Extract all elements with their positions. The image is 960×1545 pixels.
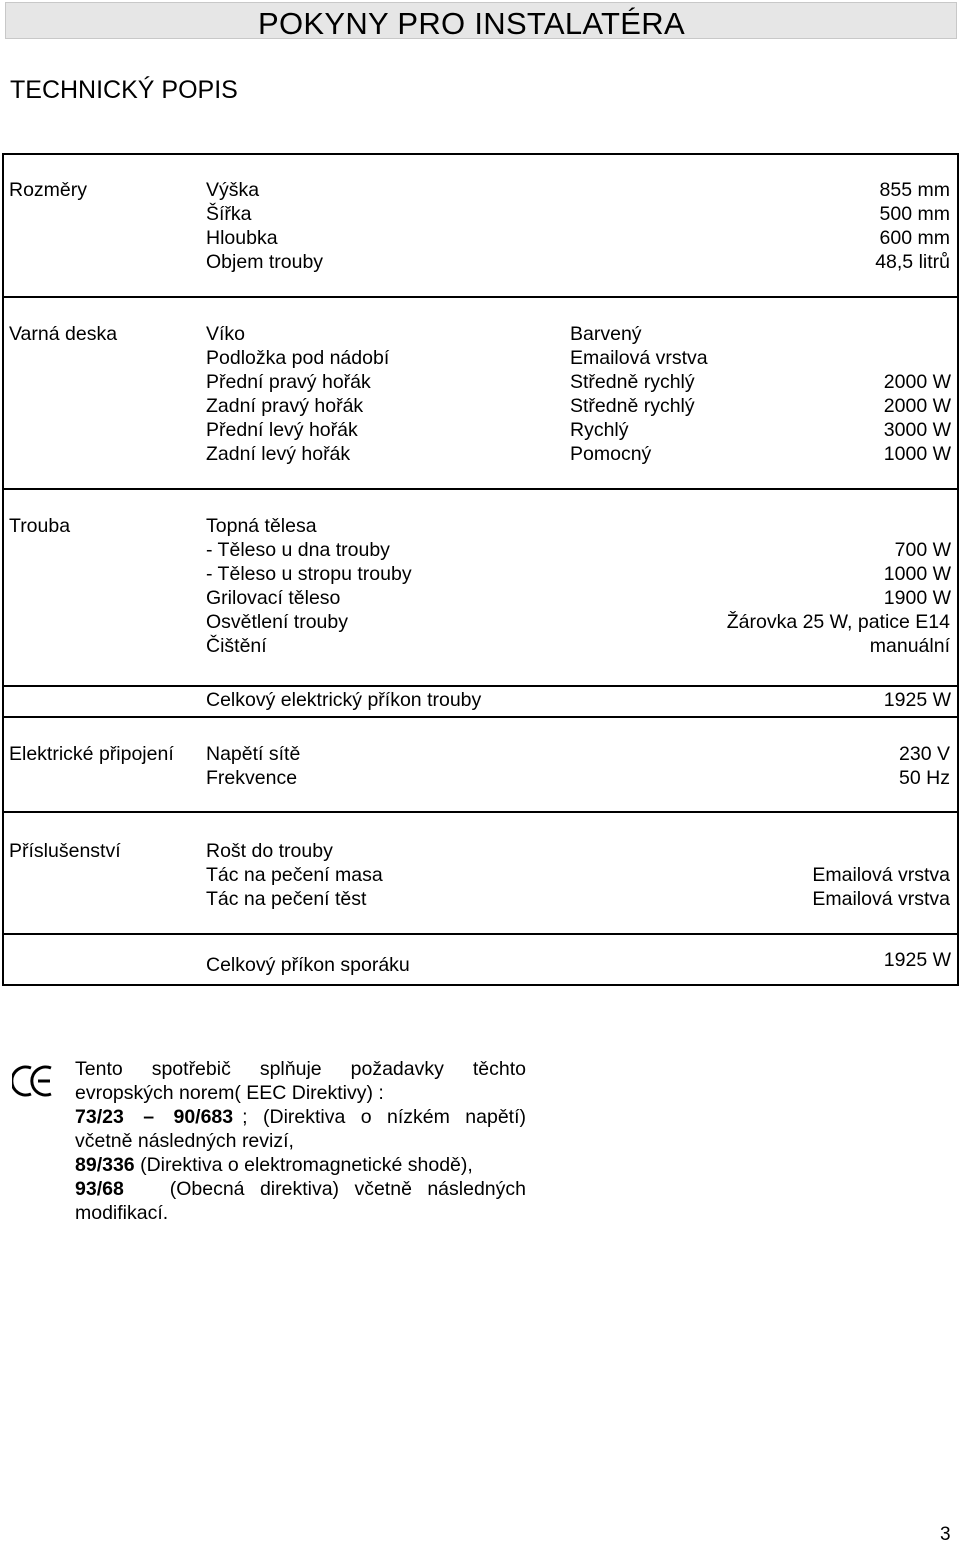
trouba-item: Osvětlení trouby bbox=[206, 611, 348, 633]
rozmery-item: Šířka bbox=[206, 203, 252, 225]
prislusenstvi-item: Tác na pečení masa bbox=[206, 864, 383, 886]
elektricke-item: Napětí sítě bbox=[206, 743, 301, 765]
trouba-total-label: Celkový elektrický příkon trouby bbox=[206, 689, 482, 711]
prislusenstvi-item: Rošt do trouby bbox=[206, 840, 333, 862]
cert-line bbox=[75, 1105, 526, 1129]
trouba-value: 700 W bbox=[894, 539, 951, 561]
prislusenstvi-item: Tác na pečení těst bbox=[206, 888, 367, 910]
cert-line: včetně následných revizí, bbox=[75, 1130, 294, 1152]
varna-value: 3000 W bbox=[883, 419, 951, 441]
cert-line: Tento spotřebič splňuje požadavky těchto bbox=[75, 1058, 526, 1080]
trouba-item: - Těleso u stropu trouby bbox=[206, 563, 412, 585]
directive-number: 89/336 bbox=[75, 1154, 135, 1176]
rozmery-item: Výška bbox=[206, 179, 260, 201]
trouba-label: Trouba bbox=[9, 515, 71, 537]
total-value: 1925 W bbox=[883, 949, 951, 971]
rozmery-value: 48,5 litrů bbox=[875, 251, 950, 273]
elektricke-label: Elektrické připojení bbox=[9, 743, 174, 765]
section-divider bbox=[4, 716, 957, 718]
page-number: 3 bbox=[940, 1524, 951, 1545]
elektricke-value: 50 Hz bbox=[899, 767, 950, 789]
trouba-value: 1000 W bbox=[883, 563, 951, 585]
cert-fragment: (Obecná direktiva) včetně následných bbox=[169, 1178, 526, 1200]
varna-value: 2000 W bbox=[883, 371, 951, 393]
ce-mark-icon bbox=[12, 1063, 54, 1099]
section-divider bbox=[4, 488, 957, 490]
varna-item: Přední levý hořák bbox=[206, 419, 358, 441]
cert-fragment: ; (Direktiva o nízkém napětí) bbox=[242, 1106, 526, 1128]
prislusenstvi-label: Příslušenství bbox=[9, 840, 121, 862]
header-bar bbox=[5, 2, 957, 39]
cert-line bbox=[75, 1153, 526, 1177]
trouba-item: Čištění bbox=[206, 635, 267, 657]
varna-value: 2000 W bbox=[883, 395, 951, 417]
total-label: Celkový příkon sporáku bbox=[206, 954, 410, 976]
header-title: POKYNY PRO INSTALATÉRA bbox=[258, 6, 685, 41]
directive-number: 93/68 bbox=[75, 1178, 124, 1200]
cert-fragment: (Direktiva o elektromagnetické shodě), bbox=[134, 1154, 473, 1176]
varna-type: Emailová vrstva bbox=[570, 347, 708, 369]
varna-item: Zadní pravý hořák bbox=[206, 395, 364, 417]
section-title: TECHNICKÝ POPIS bbox=[10, 76, 238, 104]
trouba-item: Topná tělesa bbox=[206, 515, 317, 537]
varna-type: Středně rychlý bbox=[570, 371, 695, 393]
cert-line: evropských norem( EEC Direktivy) : bbox=[75, 1082, 384, 1104]
varna-type: Rychlý bbox=[570, 419, 629, 441]
trouba-item: Grilovací těleso bbox=[206, 587, 341, 609]
spec-table bbox=[2, 153, 959, 986]
varna-item: Zadní levý hořák bbox=[206, 443, 351, 465]
directive-number: 73/23 – 90/683 bbox=[75, 1106, 234, 1128]
varna-item: Víko bbox=[206, 323, 246, 345]
rozmery-value: 855 mm bbox=[879, 179, 950, 201]
rozmery-item: Objem trouby bbox=[206, 251, 324, 273]
varna-item: Přední pravý hořák bbox=[206, 371, 371, 393]
rozmery-value: 600 mm bbox=[879, 227, 950, 249]
prislusenstvi-value: Emailová vrstva bbox=[812, 864, 950, 886]
elektricke-value: 230 V bbox=[899, 743, 950, 765]
certification-text bbox=[75, 1057, 526, 1225]
rozmery-value: 500 mm bbox=[879, 203, 950, 225]
prislusenstvi-value: Emailová vrstva bbox=[812, 888, 950, 910]
varna-type: Středně rychlý bbox=[570, 395, 695, 417]
varna-type: Barvený bbox=[570, 323, 642, 345]
cert-line bbox=[75, 1177, 526, 1201]
varna-value: 1000 W bbox=[883, 443, 951, 465]
varna-type: Pomocný bbox=[570, 443, 652, 465]
section-divider bbox=[4, 811, 957, 813]
trouba-total-value: 1925 W bbox=[883, 689, 951, 711]
varna-label: Varná deska bbox=[9, 323, 118, 345]
section-divider bbox=[4, 933, 957, 935]
rozmery-label: Rozměry bbox=[9, 179, 88, 201]
section-divider bbox=[4, 685, 957, 687]
section-divider bbox=[4, 296, 957, 298]
trouba-value: 1900 W bbox=[883, 587, 951, 609]
cert-line: modifikací. bbox=[75, 1202, 169, 1224]
trouba-value: manuální bbox=[869, 635, 950, 657]
rozmery-item: Hloubka bbox=[206, 227, 278, 249]
trouba-value: Žárovka 25 W, patice E14 bbox=[726, 611, 950, 633]
trouba-item: - Těleso u dna trouby bbox=[206, 539, 390, 561]
varna-item: Podložka pod nádobí bbox=[206, 347, 390, 369]
elektricke-item: Frekvence bbox=[206, 767, 298, 789]
